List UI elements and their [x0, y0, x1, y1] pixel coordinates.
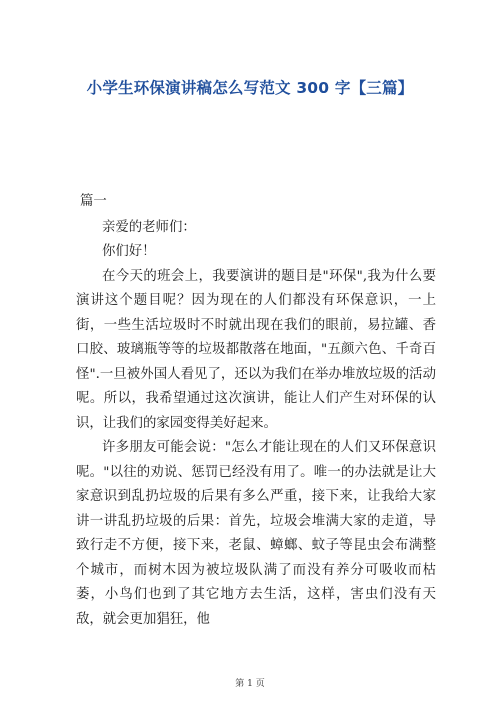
- page-number: 第 1 页: [235, 679, 265, 689]
- body-paragraph: 许多朋友可能会说："怎么才能让现在的人们又环保意识呢。"以往的劝说、惩罚已经没有用了。唯一的办法就是让大家意识到乱扔垃圾的后果有多么严重，接下来，让我给大家讲一讲乱扔垃圾的后果：首先，垃圾会堆满大家的走道，导致行走不方便，接下来，老鼠、蟑螂、蚊子等昆虫会布满整个城市，而树木因为被垃圾队满了而没有养分可吸收而枯萎，小鸟们也到了其它地方去生活，这样，害虫们没有天敌，就会更加猖狂，他: [76, 440, 436, 627]
- salutation-paragraph: 亲爱的老师们：: [102, 219, 196, 235]
- document-title: 小学生环保演讲稿怎么写范文 300 字【三篇】: [86, 79, 414, 97]
- greeting-paragraph: 你们好！: [102, 244, 156, 259]
- body-paragraph: 在今天的班会上，我要演讲的题目是"环保",我为什么要演讲这个题目呢？因为现在的人们都没有环保意识，一上街，一些生活垃圾时不时就出现在我们的眼前，易拉罐、香口胶、玻璃瓶等等的垃圾都散落在地面，"五颜六色、千奇百怪".一旦被外国人看见了，还以为我们在举办堆放垃圾的活动呢。所以，我希望通过这次演讲，能让人们产生对环保的认识，让我们的家园变得美好起来。: [76, 268, 436, 431]
- document-body: [76, 190, 436, 632]
- section-label: 篇一: [80, 194, 107, 209]
